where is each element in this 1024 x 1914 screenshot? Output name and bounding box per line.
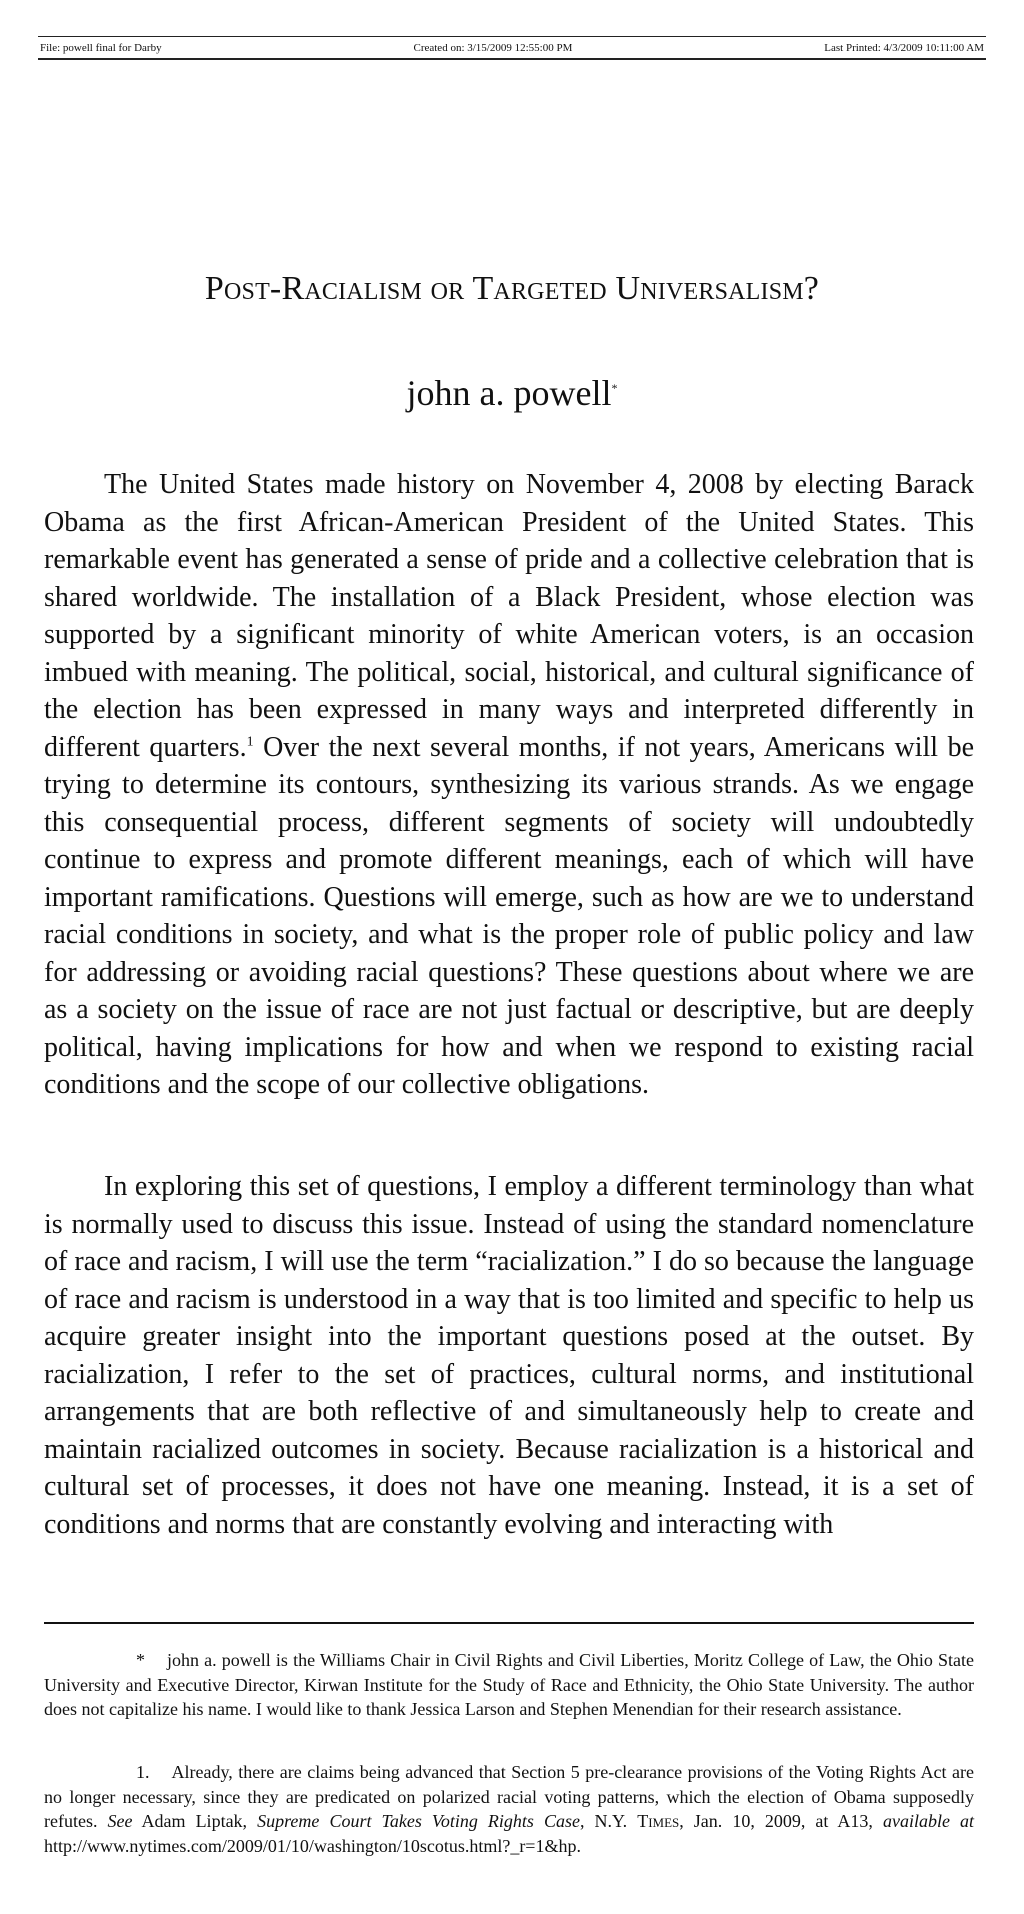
- footnote-1-text-c: , N.Y.: [579, 1811, 638, 1831]
- footnote-1-mark: 1.: [136, 1762, 150, 1782]
- footnote-1-text-d: , Jan. 10, 2009, at A13,: [679, 1811, 883, 1831]
- footnote-1-text-b: Adam Liptak,: [132, 1811, 258, 1831]
- footnote-1-available-at: available at: [882, 1811, 975, 1831]
- footnote-1-see: See: [107, 1811, 133, 1831]
- header-created: Created on: 3/15/2009 12:55:00 PM: [413, 41, 573, 54]
- footnote-author: [44, 1648, 974, 1722]
- author-name: john a. powell: [406, 373, 612, 413]
- footnote-divider: [44, 1622, 974, 1624]
- footnote-ref-1[interactable]: 1: [246, 734, 254, 750]
- footnote-1-case-title: Supreme Court Takes Voting Rights Case: [257, 1811, 580, 1831]
- paragraph-1-text-b: Over the next several months, if not years, Americans will be trying to determine its contours, synthesizing its various strands. As we engage this consequential process, different segments of society will undoubtedly continue to express and promote different meanings, each of which will have important ramifications. Questions will emerge, such as how are we to understand racial conditions in society, and what is the proper role of public policy and law for addressing or avoiding racial questions? These questions about where we are as a society on the issue of race are not just factual or descriptive, but are deeply political, having implications for how and when we respond to existing racial conditions and the scope of our collective obligations.: [44, 731, 975, 1100]
- author-footnote-mark[interactable]: *: [611, 381, 618, 395]
- footnote-1-url[interactable]: http://www.nytimes.com/2009/01/10/washington/10scotus.html?_r=1&hp.: [44, 1835, 581, 1856]
- footnote-1-text-a: Already, there are claims being advanced that Section 5 pre-clearance provisions of the Voting Rights Act are no longer necessary, since they are predicated on polarized racial voting patterns, which the election of Obama supposedly refutes.: [44, 1762, 974, 1831]
- paragraph-1-text-a: The United States made history on November 4, 2008 by electing Barack Obama as the first African-American President of the United States. This remarkable event has generated a sense of pride and a collective celebration that is shared worldwide. The installation of a Black President, whose election was supported by a significant minority of white American voters, is an occasion imbued with meaning. The political, social, historical, and cultural significance of the election has been expressed in many ways and interpreted differently in different quarters.: [44, 469, 974, 763]
- header-printed: Last Printed: 4/3/2009 10:11:00 AM: [824, 41, 984, 54]
- footnote-author-text: john a. powell is the Williams Chair in Civil Rights and Civil Liberties, Moritz College of Law, the Ohio State University and Executive Director, Kirwan Institute for the Study of Race and Ethnicity, the Ohio State University. The author does not capitalize his name. I would like to thank Jessica Larson and Stephen Menendian for their research assistance.: [44, 1650, 974, 1719]
- body-paragraph-2: In exploring this set of questions, I employ a different terminology than what is normally used to discuss this issue. Instead of using the standard nomenclature of race and racism, I will use the term “racialization.” I do so because the language of race and racism is understood in a way that is too limited and specific to help us acquire greater insight into the important questions posed at the outset. By racialization, I refer to the set of practices, cultural norms, and institutional arrangements that are both reflective of and simultaneously help to create and maintain racialized outcomes in society. Because racialization is a historical and cultural set of processes, it does not have one meaning. Instead, it is a set of conditions and norms that are constantly evolving and interacting with: [44, 1171, 974, 1540]
- header-file: File: powell final for Darby: [40, 41, 162, 54]
- article-author: [0, 372, 1024, 414]
- article-title: Post-Racialism or Targeted Universalism?: [204, 270, 820, 307]
- running-header: [38, 36, 986, 60]
- footnote-1-times: Times: [637, 1811, 680, 1831]
- footnote-1: [44, 1760, 974, 1858]
- footnote-author-mark: *: [136, 1650, 145, 1670]
- body-paragraph-1: [44, 466, 974, 1104]
